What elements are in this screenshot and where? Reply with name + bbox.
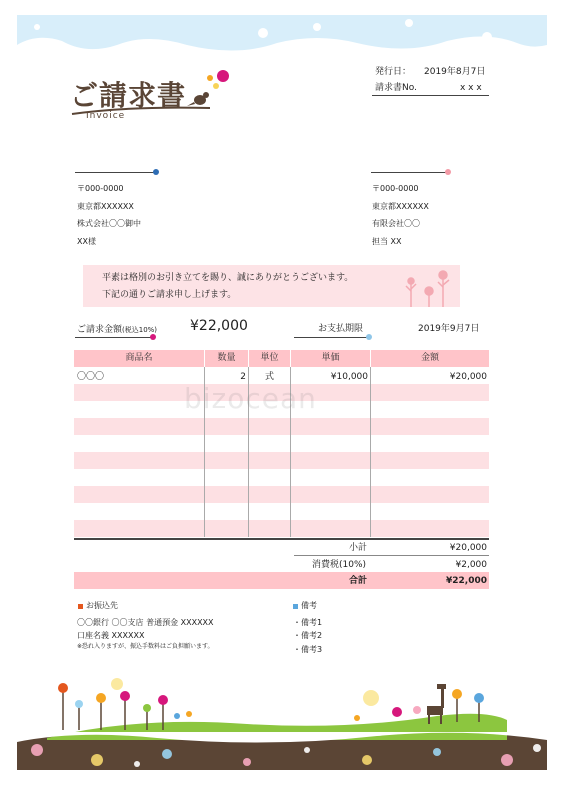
orange-square-icon	[78, 604, 83, 609]
invoice-no-label: 請求書No.	[375, 83, 417, 93]
sender-company: 有限会社〇〇	[372, 219, 420, 228]
table-row	[74, 520, 489, 537]
blue-dot-icon	[153, 169, 159, 175]
sender-person: 担当 XX	[372, 237, 402, 246]
color-dots-decoration	[198, 68, 232, 92]
invoice-subtitle: Invoice	[86, 111, 126, 121]
subtotal-rule	[294, 555, 489, 556]
row1-quantity: 2	[240, 372, 246, 382]
tax-value: ¥2,000	[455, 560, 487, 570]
table-row	[74, 469, 489, 486]
amount-label-tax-note: (税込10%)	[122, 326, 158, 334]
tax-label: 消費税(10%)	[312, 560, 367, 570]
remark-item-3: ・備考3	[293, 645, 323, 654]
greeting-line-1: 平素は格別のお引き立てを賜り、誠にありがとうございます。	[102, 273, 354, 283]
amount-label: ご請求金額	[77, 325, 123, 335]
subtotal-label: 小計	[349, 543, 368, 553]
row1-unit: 式	[264, 372, 274, 382]
light-blue-dot-icon	[366, 334, 372, 340]
amount-label-group	[77, 322, 157, 335]
invoice-title: ご請求書	[70, 79, 187, 112]
sender-postal: 〒000-0000	[372, 184, 419, 193]
recipient-company: 株式会社〇〇御中	[77, 219, 141, 228]
blue-square-icon	[293, 604, 298, 609]
table-row	[74, 418, 489, 435]
bank-line-1: 〇〇銀行 〇〇支店 普通預金 XXXXXX	[77, 618, 214, 627]
greeting-line-2: 下記の通りご請求申し上げます。	[102, 290, 237, 300]
recipient-address: 東京都XXXXXX	[77, 202, 134, 211]
column-header-unit-price: 単価	[291, 350, 370, 367]
pink-dot-icon	[445, 169, 451, 175]
due-date: 2019年9月7日	[418, 324, 480, 334]
column-divider	[370, 367, 371, 537]
recipient-postal: 〒000-0000	[77, 184, 124, 193]
issue-date-label: 発行日：	[375, 67, 412, 77]
column-header-amount: 金額	[371, 350, 489, 367]
row1-unit-price: ¥10,000	[330, 372, 368, 382]
bank-heading: お振込先	[86, 601, 118, 610]
table-row	[74, 486, 489, 503]
row1-amount: ¥20,000	[449, 372, 487, 382]
greeting-message-box	[83, 265, 460, 307]
recipient-person: XX様	[77, 237, 96, 246]
column-header-item: 商品名	[74, 350, 204, 367]
subtotal-value: ¥20,000	[449, 543, 487, 553]
items-table	[74, 350, 489, 540]
table-row	[74, 503, 489, 520]
magenta-dot-icon	[150, 334, 156, 340]
bank-line-2: 口座名義 XXXXXX	[77, 631, 145, 640]
amount-value: ¥22,000	[190, 318, 248, 334]
bank-note: ※恐れ入りますが、振込手数料はご負担願います。	[77, 643, 214, 650]
trees-decoration-icon	[401, 267, 457, 307]
due-rule	[294, 337, 368, 338]
column-header-unit: 単位	[249, 350, 290, 367]
sender-rule	[371, 172, 447, 173]
footer-landscape-decoration	[17, 660, 547, 770]
remarks-heading: 備考	[301, 601, 317, 610]
row1-item: 〇〇〇	[77, 372, 105, 382]
remark-item-2: ・備考2	[293, 631, 323, 640]
issue-date: 2019年8月7日	[424, 67, 486, 77]
amount-rule	[75, 337, 153, 338]
column-header-quantity: 数量	[205, 350, 248, 367]
watermark-text: bizocean	[184, 382, 317, 415]
table-bottom-rule	[74, 538, 489, 540]
header-sky-decoration	[17, 15, 547, 65]
total-label: 合計	[349, 576, 368, 586]
invoice-no: x x x	[460, 83, 482, 93]
table-row	[74, 452, 489, 469]
recipient-rule	[75, 172, 155, 173]
remark-item-1: ・備考1	[293, 618, 323, 627]
sender-address: 東京都XXXXXX	[372, 202, 429, 211]
total-value: ¥22,000	[446, 576, 487, 586]
meta-underline	[372, 95, 489, 96]
due-label: お支払期限	[318, 324, 364, 334]
table-row	[74, 435, 489, 452]
